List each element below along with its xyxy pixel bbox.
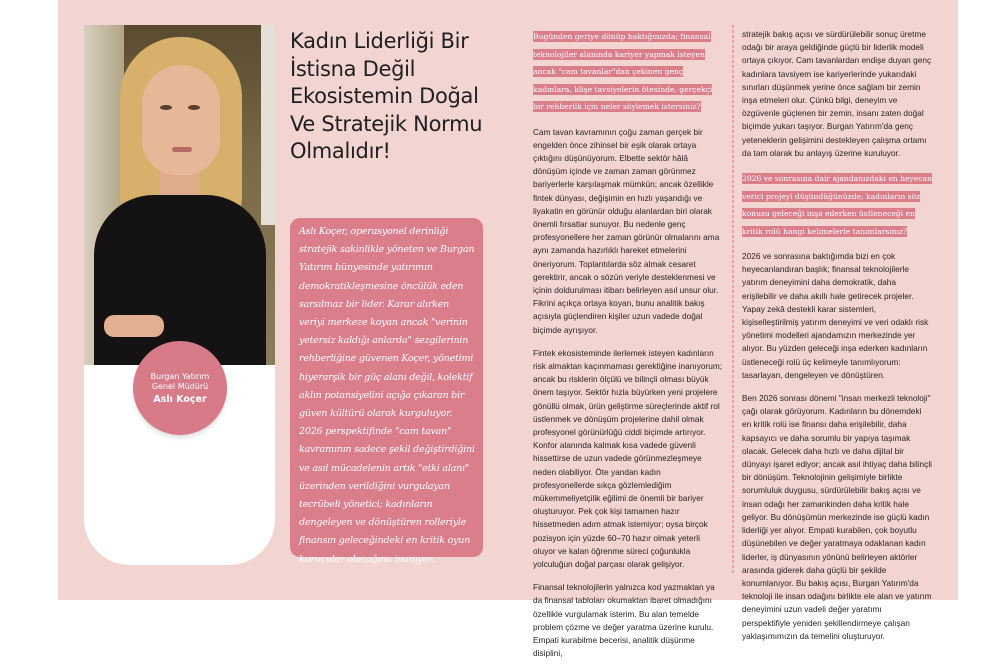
profile-title-line1: Burgan Yatırım: [150, 371, 210, 381]
answer-paragraph: stratejik bakış açısı ve sürdürülebilir sonuç üretme odağı bir araya geldiğinde güçlü bir liderlik modeli ortaya çıkıyor. Cam tavanlardan endişe duyan genç kadınlara tavsiyem ise kariyerlerinde yukarıdaki sınırları düşünmek yerine önce sağlam bir zemin inşa etmeleri olur. Çünkü bilgi, deneyim ve özgüvenle güçlenen bir zemin, insanı zaten doğal biçimde yukarı taşıyor. Burgan Yatırım'da genç yeteneklerin gelişimini destekleyen çalışma ortamı da tam olarak bu anlayış üzerine kuruluyor.: [742, 29, 932, 158]
profile-photo-card: [84, 25, 275, 565]
portrait-photo: [84, 25, 275, 365]
profile-title-line2: Genel Müdürü: [151, 381, 209, 391]
question-block-1: [533, 28, 723, 116]
intro-box: [290, 218, 483, 565]
answer-paragraph: Finansal teknolojilerin yalnızca kod yazmaktan ya da finansal tabloları okumaktan ibaret olmadığını özellikle vurgulamak isterim. Bu alan temelde problem çözme ve değer yaratma üzerine kurulu. Empati kurabilme becerisi, analitik düşünme disiplini,: [533, 582, 715, 659]
column-divider: [732, 25, 734, 573]
article-headline: Kadın Liderliği Bir İstisna Değil Ekosistemin Doğal Ve Stratejik Normu Olmalıdır!: [290, 29, 483, 163]
portrait-blazer: [94, 195, 266, 365]
text-column-1: [533, 28, 723, 670]
answer-paragraph: Fintek ekosisteminde ilerlemek isteyen kadınların risk almaktan kaçınmaması gerektiğine inanıyorum; ancak bu risklerin ölçülü ve bilinçli olması büyük önem taşıyor. Sektör hızla büyürken yeni projelere gönüllü olmak, ürün geliştirme süreçlerinde aktif rol üstlenmek ve dönüşüm projelerine dahil olmak profesyonel görünürlüğü ciddi biçimde artırıyor. Konfor alanında kalmak kısa vadede güvenli hissettirse de uzun vadede görünmezleşmeye neden olabiliyor. Öte yandan kadın profesyonellerde sıkça gözlemlediğim mükemmeliyetçilik eğilimi de önemli bir bariyer oluşturuyor. Pek çok kişi tamamen hazır hissetmeden adım atmak istemiyor; oysa birçok pozisyon için yüzde 60–70 hazır olmak yeterli oluyor ve kalan öğrenme süreci çoğunlukla yolculuğun doğal parçası olarak gelişiyor.: [533, 347, 723, 569]
profile-name-badge: [133, 341, 227, 435]
text-column-2: [742, 28, 932, 653]
answer-paragraph: Cam tavan kavramının çoğu zaman gerçek bir engelden önce zihinsel bir eşik olarak ortaya çıktığını düşünüyorum. Elbette sektör hâlâ dönüşüm içinde ve zaman zaman görünmez bariyerlerle karşılaşmak mümkün; ancak özellikle fintek dünyası, değişimin en hızlı yaşandığı ve liyakatin en görünür olduğu alanlardan biri olarak önemli fırsatlar sunuyor. Bu nedenle genç profesyonellere her zaman görünür olmalarını ama aynı zamanda hazırlıklı hareket etmelerini öneriyorum. Toplantılarda söz almak cesaret gerektirir, ancak o sözün veriyle desteklenmesi ve içinin doldurulması itibarı belirleyen asıl unsur olur. Fikrini açıkça ortaya koyan, bunu analitik bakış açısıyla güçlendiren kişiler uzun vadede doğal biçimde ayrışıyor.: [533, 126, 720, 335]
answer-paragraph: 2026 ve sonrasına baktığımda bizi en çok heyecanlandıran başlık; finansal teknolojilerle yatırım deneyimini daha demokratik, daha erişilebilir ve daha akıllı hale getirecek projeler. Yapay zekâ destekli karar sistemleri, kişiselleştirilmiş yatırım deneyimi ve veri odaklı risk yönetimi modelleri ajandamızın merkezinde yer alıyor. Bu yüzden geleceği inşa ederken kadınların üstleneceği rolü üç kelimeyle tanımlıyorum: tasarlayan, dengeleyen ve dönüştüren.: [742, 251, 929, 380]
photo-background-right: [261, 25, 275, 225]
interview-question-1: Bugünden geriye dönüp baktığınızda; finansal teknolojiler alanında kariyer yapmak isteyen ancak "cam tavanlar"dan çekinen genç kadınlara, klişe tavsiyelerin ötesinde, gerçekçi bir rehberlik için neler söylemek istersiniz?: [533, 32, 713, 111]
question-block-2: [742, 170, 932, 240]
portrait-mouth: [172, 147, 192, 152]
portrait-eye-left: [160, 105, 172, 110]
profile-name: Aslı Koçer: [153, 393, 207, 405]
portrait-hands: [104, 315, 164, 337]
interview-question-2: 2026 ve sonrasına dair ajandanızdaki en heyecan verici projeyi düşündüğünüzde; kadınların söz konusu geleceği inşa ederken üstleneceği en kritik rolü hangi kelimelerle tanımlarsınız?: [742, 174, 932, 236]
answer-paragraph: Ben 2026 sonrası dönemi "insan merkezli teknoloji" çağı olarak görüyorum. Kadınların bu dönemdeki en kritik rolü ise finansı daha erişilebilir, daha kapsayıcı ve daha sorumlu bir yapıya taşımak olacak. Gelecek daha hızlı ve daha dijital bir dünyayı işaret ediyor; ancak asıl ihtiyaç daha bilinçli bir dönüşüm. Teknolojinin gelişimiyle birlikte sorumluluk duygusu, sürdürülebilir bakış açısı ve insan odağı her zamankinden daha kritik hale geliyor. Bu dönüşümün merkezinde ise güçlü kadın liderliği yer alıyor. Empati kurabilen, çok boyutlu düşünebilen ve değer yaratmaya odaklanan kadın liderler, iş dünyasının yönünü belirleyen aktörler arasında giderek daha güçlü bir şekilde konumlanıyor. Bu bakış açısı, Burgan Yatırım'da teknoloji ile insan odağını birlikte ele alan ve yatırım deneyimini uzun vadeli değer yaratımı perspektifiyle yeniden şekillendirmeye çalışan yaklaşımımızın da temelini oluşturuyor.: [742, 393, 933, 641]
portrait-face: [142, 65, 220, 175]
portrait-eye-right: [188, 105, 200, 110]
intro-text: Aslı Koçer, operasyonel derinliği stratejik sakinlikle yöneten ve Burgan Yatırım bünyesinde yatırımın demokratikleşmesine öncülük eden sarsılmaz bir lider. Karar alırken veriyi merkeze koyan ancak "verinin yetersiz kaldığı anlarda" sezgilerinin rehberliğine güvenen Koçer, yönetimi hiyerarşik bir güç alanı değil, kolektif aklın potansiyelini açığa çıkaran bir güven kültürü olarak kurguluyor. 2026 perspektifinde "cam tavan" kavramının sadece şekil değiştirdiğini ve asıl mücadelenin artık "etki alanı" üzerinden verildiğini vurgulayan tecrübeli yönetici; kadınların dengeleyen ve dönüştüren rolleriyle finansın geleceğindeki en kritik oyun kurucular olacağına inanıyor.: [299, 226, 475, 565]
